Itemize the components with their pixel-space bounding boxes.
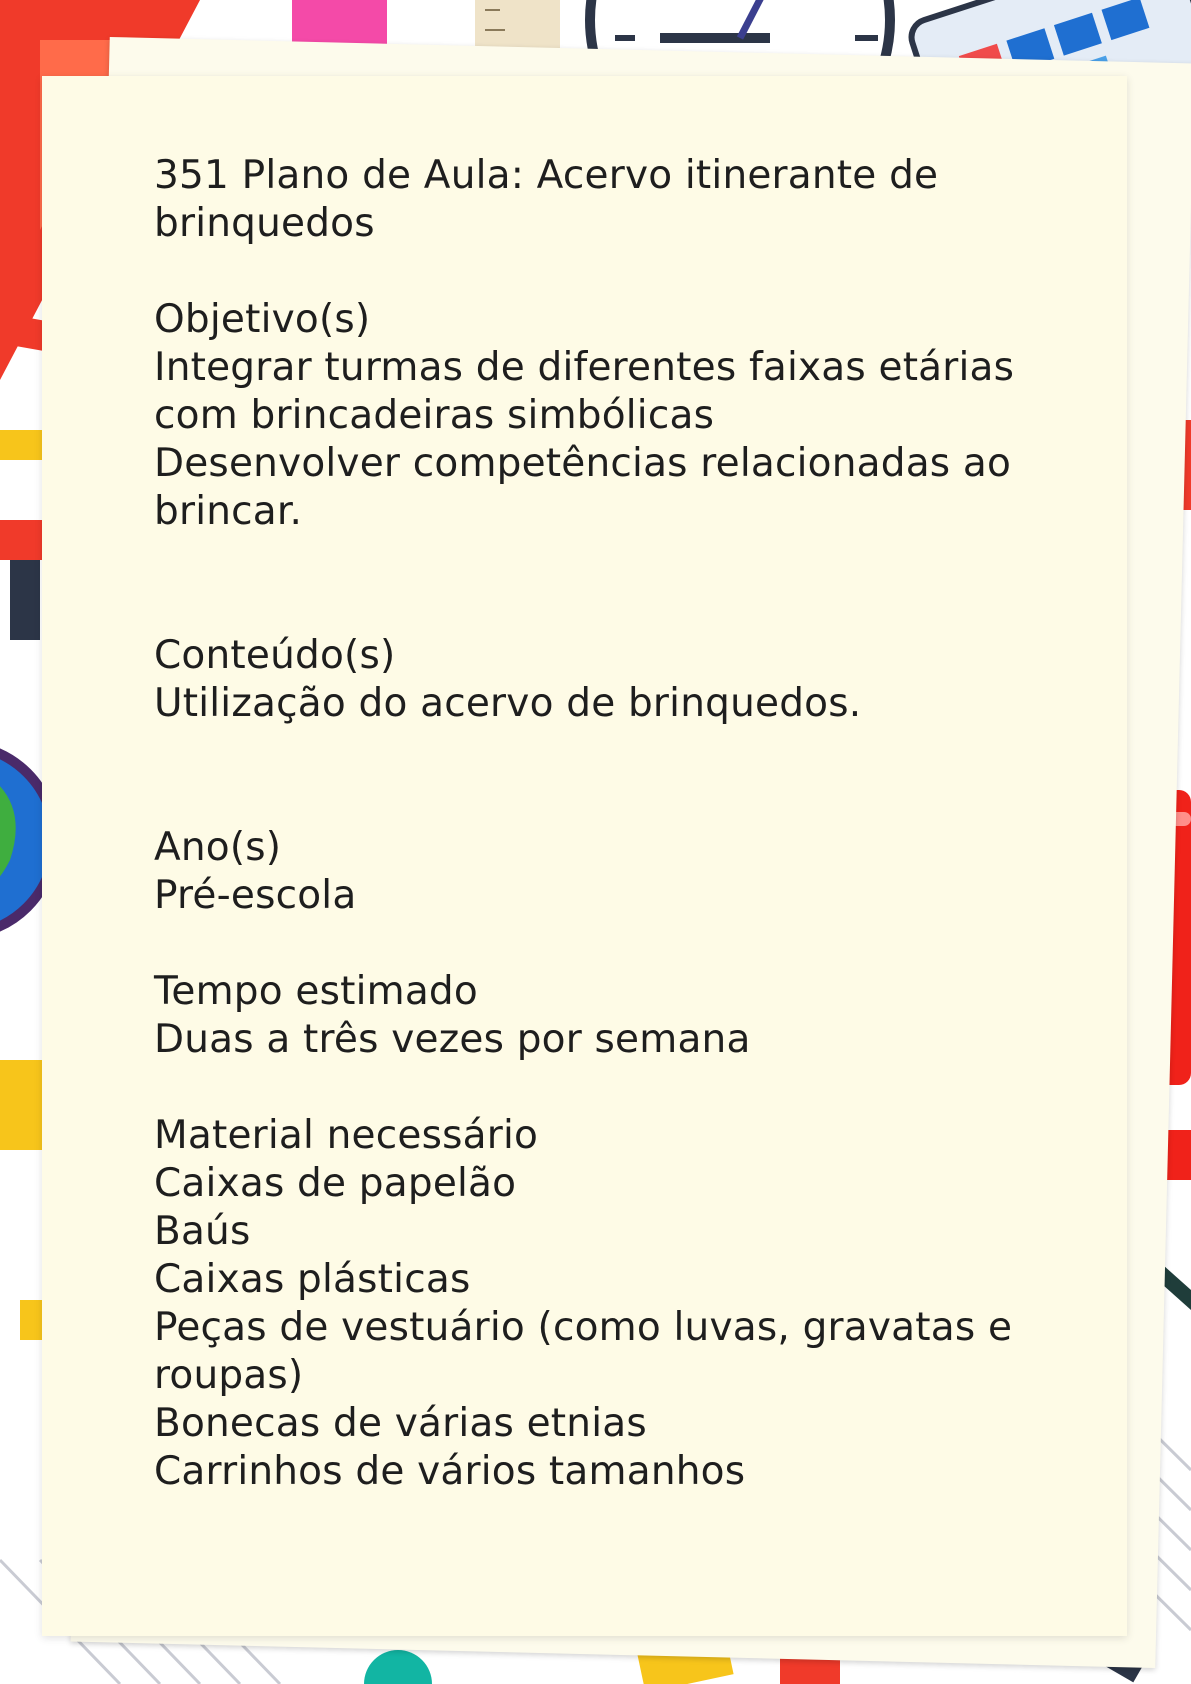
material-item: Baús [154,1209,251,1254]
lesson-plan-text [154,152,1084,1496]
material-item: Carrinhos de vários tamanhos [154,1449,746,1494]
pink-marker-icon [292,0,387,45]
objetivos-line: brincar. [154,489,303,534]
document-title-line-2: brinquedos [154,201,375,246]
material-item: Bonecas de várias etnias [154,1401,647,1446]
objetivos-line: Integrar turmas de diferentes faixas etárias [154,345,1015,390]
tempo-heading: Tempo estimado [154,969,478,1014]
objetivos-heading: Objetivo(s) [154,297,371,342]
conteudos-line: Utilização do acervo de brinquedos. [154,681,862,726]
conteudos-heading: Conteúdo(s) [154,633,396,678]
tempo-line: Duas a três vezes por semana [154,1017,751,1062]
material-item: roupas) [154,1353,304,1398]
pencil-icon [10,560,40,640]
document-title-line-1: 351 Plano de Aula: Acervo itinerante de [154,153,939,198]
material-item: Caixas plásticas [154,1257,471,1302]
material-heading: Material necessário [154,1113,539,1158]
objetivos-line: Desenvolver competências relacionadas ao [154,441,1012,486]
anos-heading: Ano(s) [154,825,282,870]
material-item: Caixas de papelão [154,1161,517,1206]
anos-line: Pré-escola [154,873,357,918]
objetivos-line: com brincadeiras simbólicas [154,393,715,438]
material-item: Peças de vestuário (como luvas, gravatas e [154,1305,1013,1350]
